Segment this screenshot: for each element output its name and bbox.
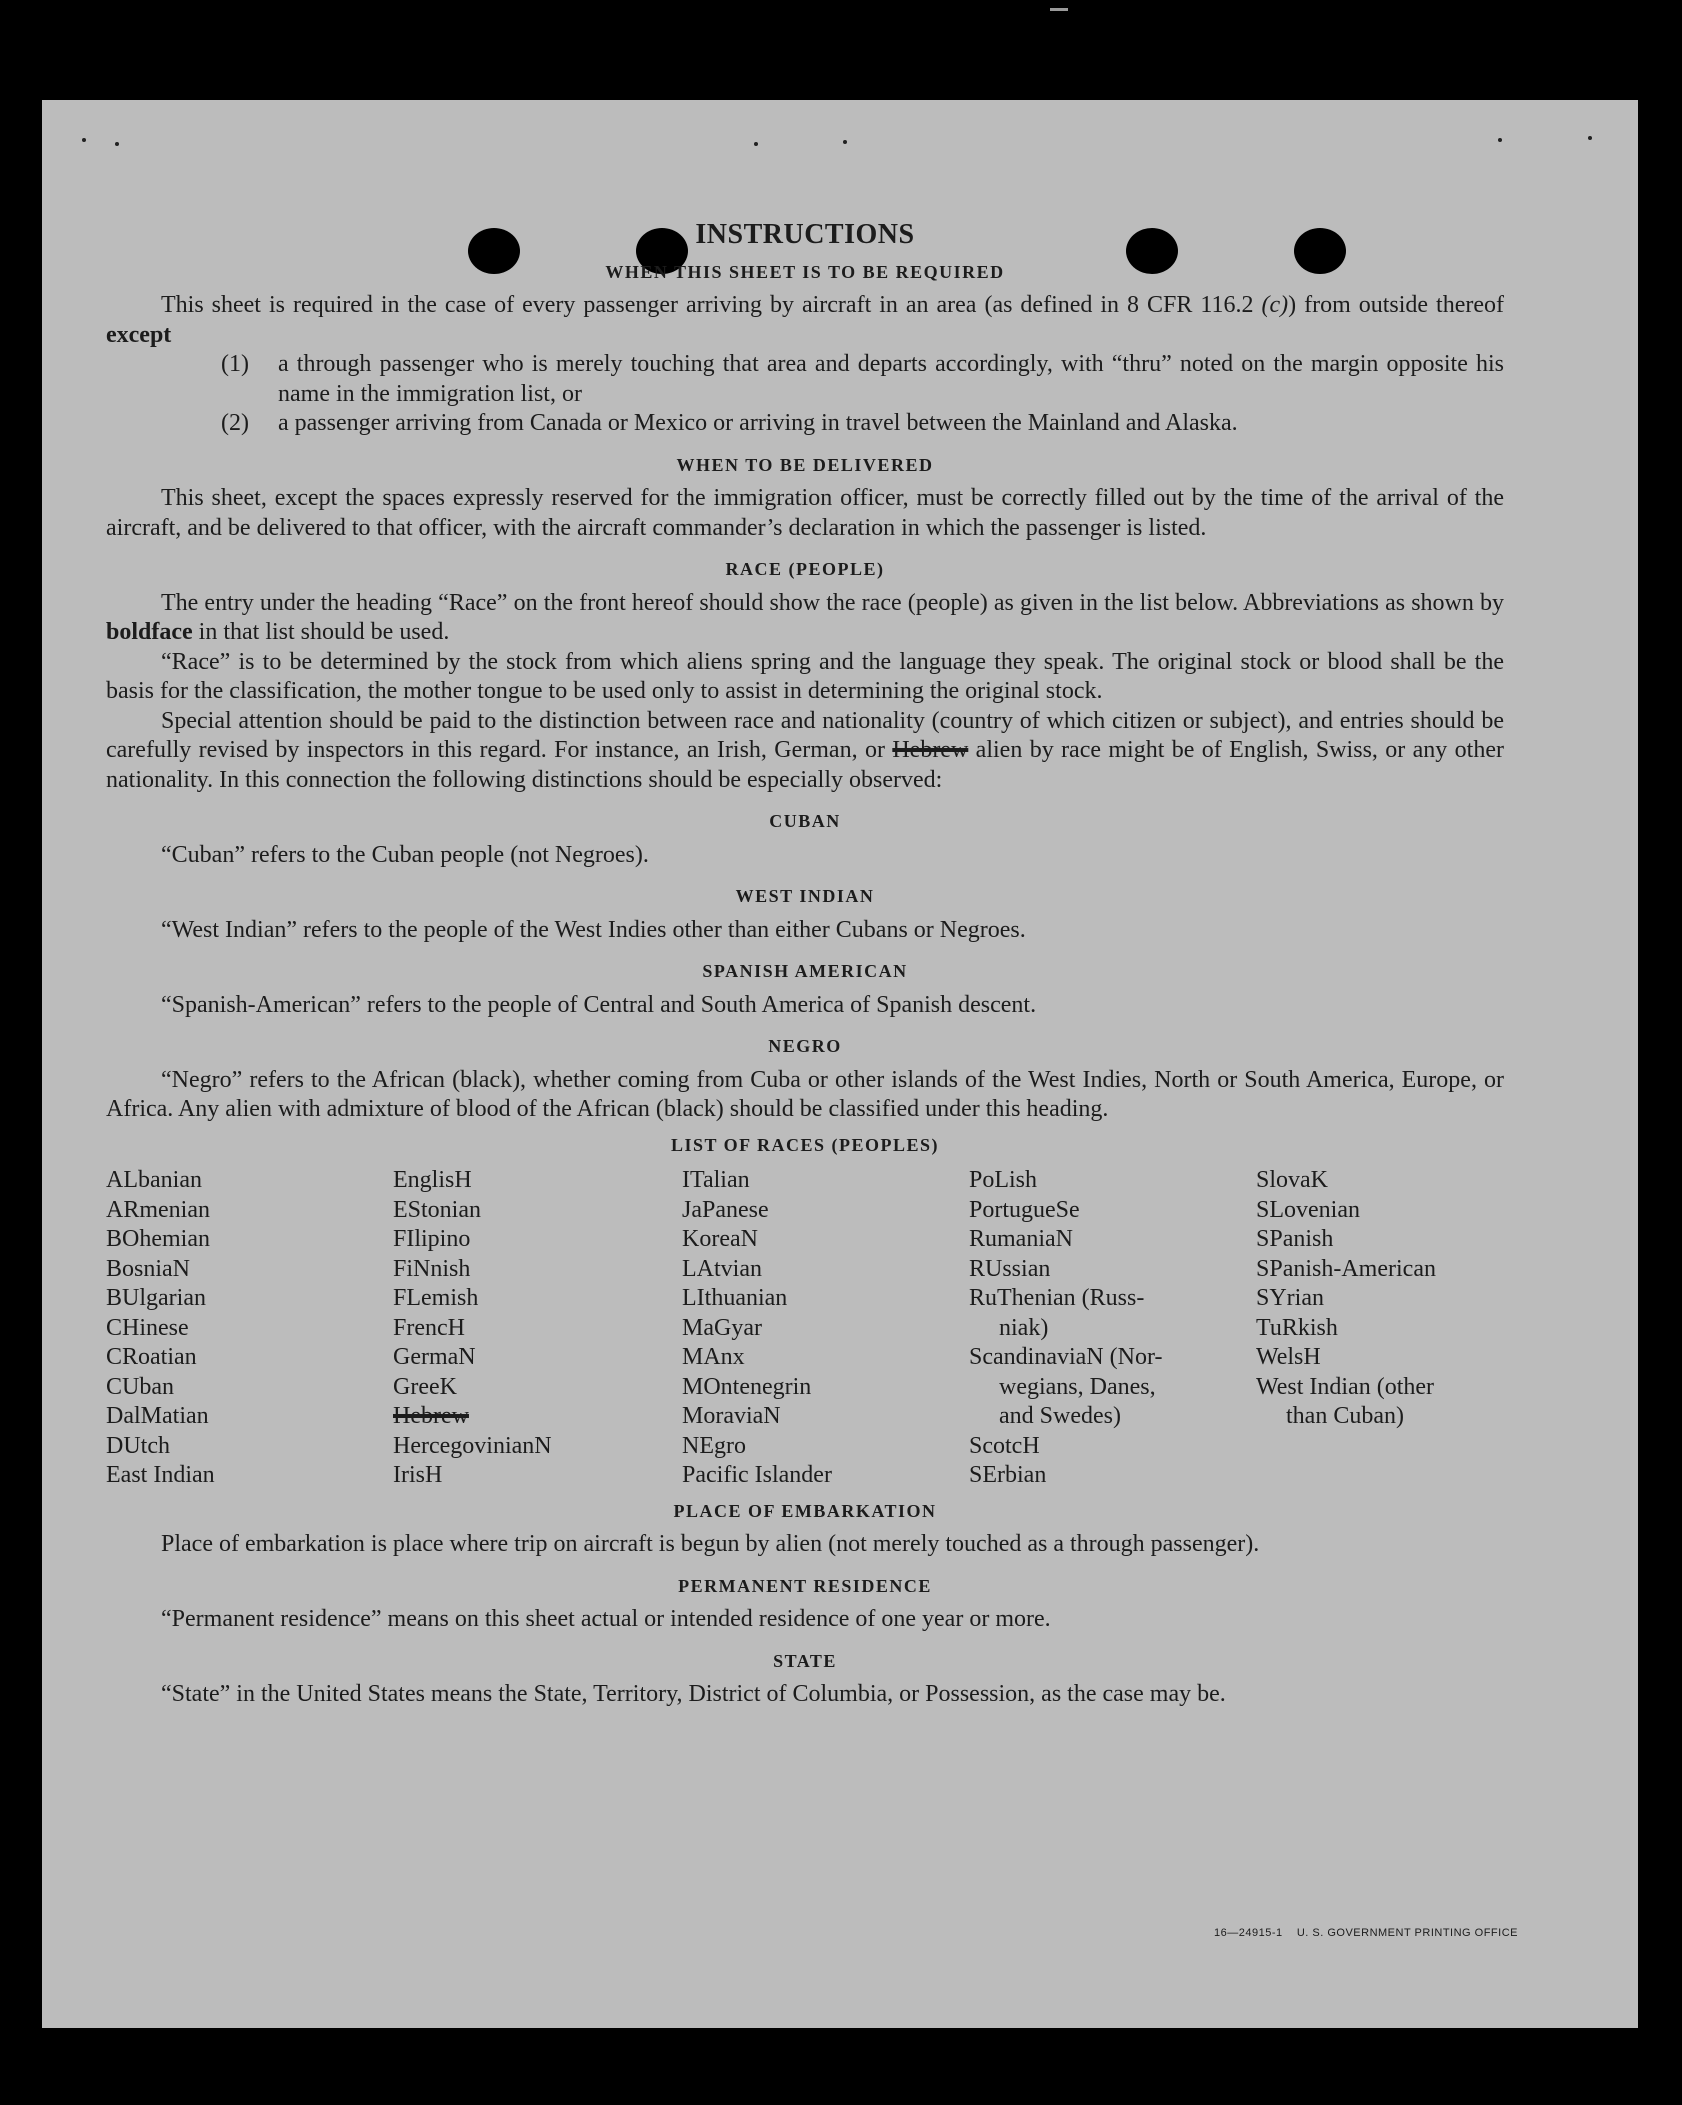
race-entry: SPanish [1256,1226,1334,1252]
page-title: INSTRUCTIONS [695,219,915,250]
race-entry: RumaniaN [969,1226,1073,1252]
speck [115,142,119,146]
paragraph: The entry under the heading “Race” on the front hereof should show the race (people) as given in the list below. Abbreviations as shown by boldface in that list should be used. [106,589,1504,645]
race-entry: TuRkish [1256,1314,1338,1341]
races-column [1256,1166,1506,1491]
race-entry: SLovenian [1256,1196,1360,1223]
race-entry: FIlipino [393,1226,471,1252]
section-heading: WHEN TO BE DELIVERED [676,454,934,475]
race-entry: MoraviaN [682,1403,781,1429]
section-heading: LIST OF RACES (PEOPLES) [670,1134,940,1155]
races-column [682,1166,969,1491]
printer-name: U. S. GOVERNMENT PRINTING OFFICE [1296,1927,1518,1939]
race-entry: and Swedes) [999,1403,1121,1429]
section-heading: WEST INDIAN [735,886,875,906]
race-entry: PortugueSe [969,1196,1080,1223]
paragraph: Special attention should be paid to the distinction between race and nationality (country of which citizen or subject), and entries should be carefully revised by inspectors in this regard. For instance, an Irish, German, or Hebrew alien by race might be of English, Swiss, or any other nationality. In this connection the following distinctions should be especially observed: [106,707,1504,793]
race-entry: EnglisH [393,1167,472,1193]
race-entry: RUssian [969,1255,1051,1282]
race-entry: SErbian [969,1462,1047,1488]
race-entry: BosniaN [106,1255,190,1282]
race-entry: SlovaK [1256,1167,1328,1193]
race-entry: wegians, Danes, [999,1373,1156,1400]
form-code: 16—24915-1 [1214,1927,1283,1939]
race-entry: than Cuban) [1286,1403,1404,1429]
race-entry: West Indian (other [1256,1373,1435,1400]
race-entry: BUlgarian [106,1285,206,1311]
section-heading: CUBAN [769,811,841,831]
paragraph: “Negro” refers to the African (black), whether coming from Cuba or other islands of the West Indies, North or South America, Europe, or Africa. Any alien with admixture of blood of the African (black) should be classified under this heading. [106,1066,1504,1122]
race-entry: PoLish [969,1167,1038,1193]
race-entry: GreeK [393,1373,457,1400]
race-entry: EStonian [393,1196,481,1223]
race-entry: FLemish [393,1285,479,1311]
speck [1498,138,1502,142]
race-entry: SYrian [1256,1285,1324,1311]
section-heading: PERMANENT RESIDENCE [678,1575,932,1596]
race-entry: SPanish-American [1256,1255,1436,1282]
list-item: (2) a passenger arriving from Canada or Mexico or arriving in travel between the Mainland and Alaska. [221,410,1238,436]
race-entry: CRoatian [106,1344,197,1370]
race-entry: Hebrew [393,1403,469,1429]
race-entry: IrisH [393,1462,443,1488]
race-entry: WelsH [1256,1344,1321,1370]
print-footer [1214,1927,1518,1939]
paragraph: This sheet, except the spaces expressly reserved for the immigration officer, must be correctly filled out by the time of the arrival of the aircraft, and be delivered to that officer, with the aircraft commander’s declaration in which the passenger is listed. [106,485,1504,541]
race-entry: CHinese [106,1314,189,1341]
paragraph: “State” in the United States means the State, Territory, District of Columbia, or Possession, as the case may be. [161,1681,1226,1707]
race-entry: ALbanian [106,1167,202,1193]
race-entry: HercegovinianN [393,1432,552,1459]
section-heading: PLACE OF EMBARKATION [673,1500,937,1521]
races-column [106,1166,393,1491]
race-entry: GermaN [393,1344,476,1370]
race-entry: LIthuanian [682,1285,788,1311]
paragraph: “Race” is to be determined by the stock from which aliens spring and the language they speak. The original stock or blood shall be the basis for the classification, the mother tongue to be used only to assist in determining the original stock. [106,648,1504,704]
section-heading: NEGRO [768,1036,842,1056]
race-entry: FrencH [393,1314,465,1341]
instructions-body [106,220,1504,1710]
race-entry: FiNnish [393,1255,471,1282]
race-entry: ARmenian [106,1196,210,1223]
scan-mark [1050,8,1068,11]
race-entry: ScandinaviaN (Nor- [969,1344,1163,1370]
race-entry: JaPanese [682,1196,769,1223]
races-column [393,1166,682,1491]
race-entry: BOhemian [106,1226,210,1252]
paragraph: “Cuban” refers to the Cuban people (not Negroes). [161,841,649,868]
speck [754,142,758,146]
speck [82,138,86,142]
race-entry: Pacific Islander [682,1462,832,1488]
section-heading: RACE (PEOPLE) [725,559,885,579]
paragraph: “Spanish-American” refers to the people of Central and South America of Spanish descent. [161,991,1037,1018]
races-list [106,1166,1504,1491]
paragraph: “Permanent residence” means on this sheet actual or intended residence of one year or more. [161,1606,1051,1632]
race-entry: niak) [999,1314,1049,1341]
race-entry: LAtvian [682,1255,762,1282]
race-entry: RuThenian (Russ- [969,1285,1145,1311]
speck [1588,136,1592,140]
races-column [969,1166,1256,1491]
race-entry: NEgro [682,1432,746,1459]
race-entry: KoreaN [682,1226,758,1252]
race-entry: DalMatian [106,1403,209,1429]
paragraph: “West Indian” refers to the people of the West Indies other than either Cubans or Negroes. [161,916,1026,943]
section-heading: STATE [773,1650,837,1671]
list-item: (1) a through passenger who is merely touching that area and departs accordingly, with “thru” noted on the margin opposite his name in the immigration list, or [221,351,1504,407]
race-entry: CUban [106,1373,174,1400]
race-entry: ITalian [682,1167,750,1193]
speck [843,140,847,144]
race-entry: MOntenegrin [682,1373,812,1400]
race-entry: MAnx [682,1344,745,1370]
paragraph: Place of embarkation is place where trip on aircraft is begun by alien (not merely touched as a through passenger). [161,1531,1260,1557]
race-entry: MaGyar [682,1314,762,1341]
race-entry: ScotcH [969,1432,1040,1459]
race-entry: DUtch [106,1432,170,1459]
race-entry: East Indian [106,1462,215,1488]
section-heading: SPANISH AMERICAN [702,961,908,981]
paragraph: This sheet is required in the case of every passenger arriving by aircraft in an area (as defined in 8 CFR 116.2 (c)) from outside thereof except [106,292,1504,348]
section-heading: WHEN THIS SHEET IS TO BE REQUIRED [605,261,1005,282]
